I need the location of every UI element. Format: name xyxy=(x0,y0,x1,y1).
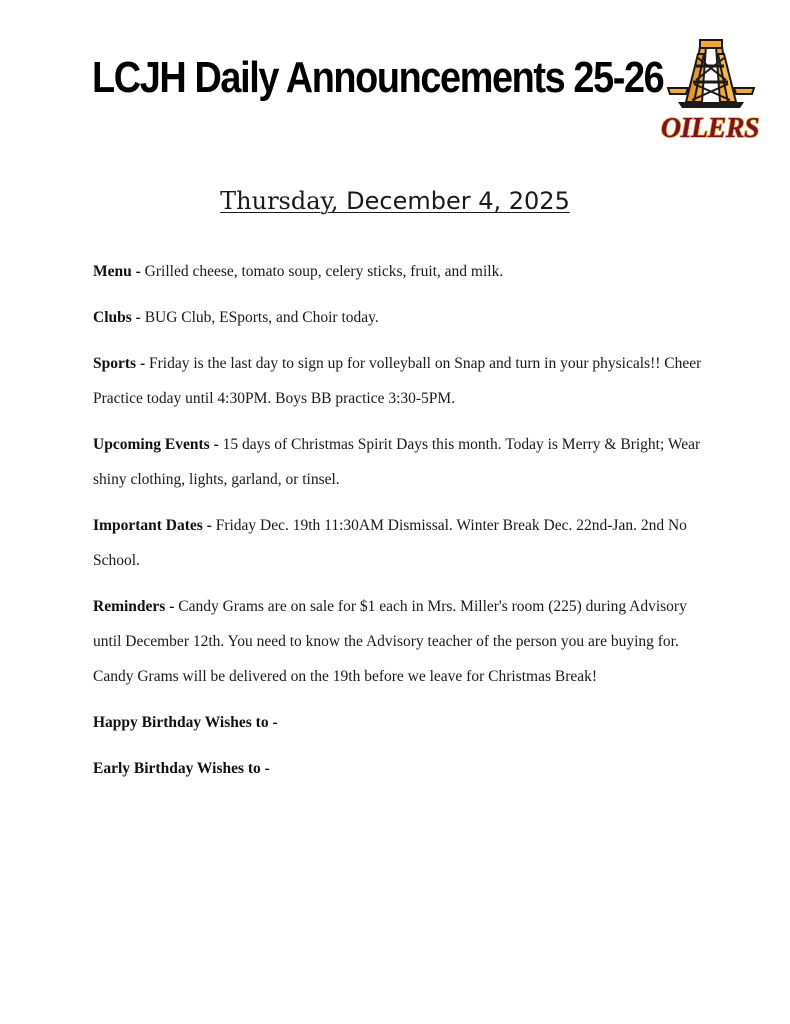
section-label: Upcoming Events - xyxy=(93,436,219,453)
oil-derrick-icon xyxy=(648,36,772,142)
section-text: BUG Club, ESports, and Choir today. xyxy=(140,309,379,326)
section-text: 15 days of Christmas Spirit Days this month. Today is Merry & Bright; Wear shiny clothing, lights, garland, or tinsel. xyxy=(93,436,701,488)
early-birthday-section xyxy=(93,751,703,786)
section-label: Important Dates - xyxy=(93,517,212,534)
important-dates-section xyxy=(93,508,703,578)
reminders-section xyxy=(93,589,703,694)
date-weekday: Thursday, xyxy=(220,187,339,215)
section-label: Menu - xyxy=(93,263,141,280)
date-rest: December 4, 2025 xyxy=(338,187,570,215)
section-text: Candy Grams are on sale for $1 each in Mrs. Miller's room (225) during Advisory until December 12th. You need to know the Advisory teacher of the person you are buying for. Candy Grams will be delivered on the 19th before we leave for Christmas Break! xyxy=(93,598,687,685)
clubs-section xyxy=(93,300,703,335)
happy-birthday-section xyxy=(93,705,703,740)
section-text: Friday Dec. 19th 11:30AM Dismissal. Winter Break Dec. 22nd-Jan. 2nd No School. xyxy=(93,517,687,569)
announcement-date xyxy=(0,184,790,218)
sports-section xyxy=(93,346,703,416)
section-label: Clubs - xyxy=(93,309,141,326)
announcement-body xyxy=(93,254,703,797)
section-label: Happy Birthday Wishes to - xyxy=(93,714,278,731)
menu-section xyxy=(93,254,703,289)
section-label: Reminders - xyxy=(93,598,175,615)
oilers-logo xyxy=(648,36,772,142)
section-text: Grilled cheese, tomato soup, celery sticks, fruit, and milk. xyxy=(140,263,504,280)
section-label: Sports - xyxy=(93,355,146,372)
upcoming-events-section xyxy=(93,427,703,497)
page-title: LCJH Daily Announcements 25-26 xyxy=(92,53,664,102)
section-text: Friday is the last day to sign up for volleyball on Snap and turn in your physicals!! Cheer Practice today until 4:30PM. Boys BB practice 3:30-5PM. xyxy=(93,355,702,407)
svg-text:OILERS: OILERS xyxy=(660,113,760,142)
section-label: Early Birthday Wishes to - xyxy=(93,760,270,777)
